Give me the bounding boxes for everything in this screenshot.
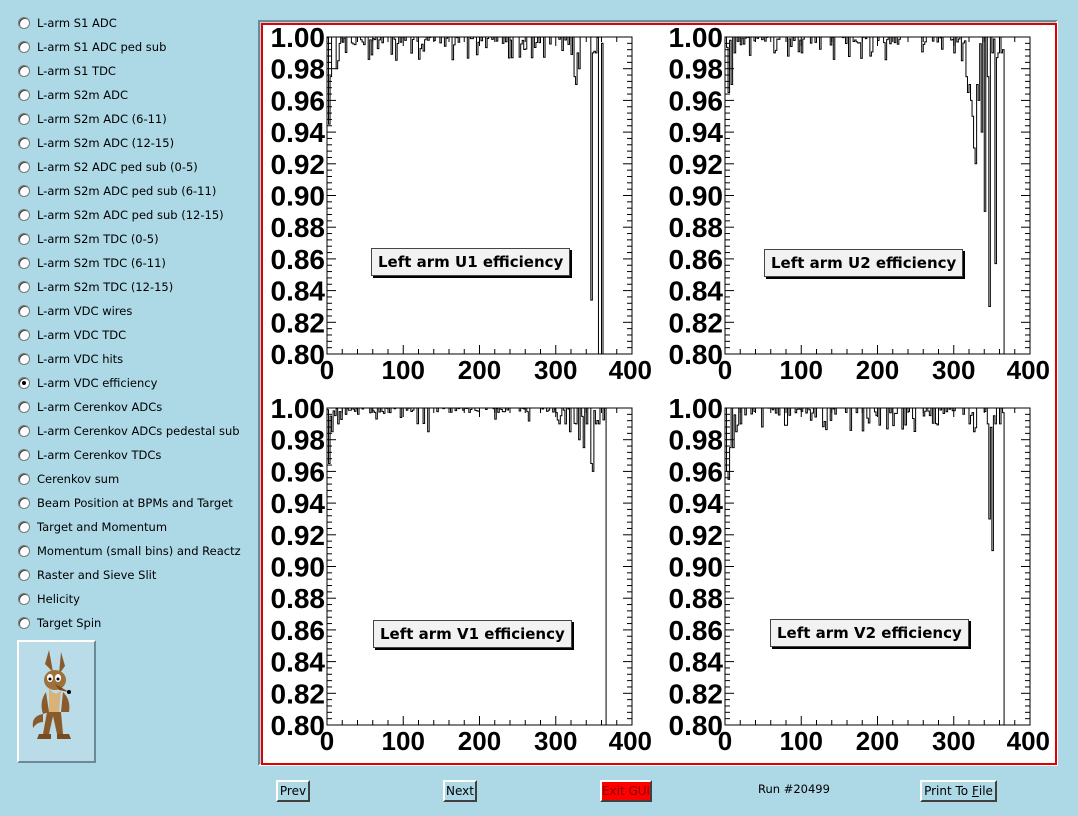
- plot-title-u1: Left arm U1 efficiency: [371, 248, 570, 276]
- x-tick-label: 300: [932, 355, 976, 385]
- print-label-post: ile: [978, 784, 993, 798]
- radio-label: L-arm S2m ADC ped sub (12-15): [37, 208, 224, 222]
- radio-option[interactable]: [18, 589, 80, 609]
- radio-label: L-arm S1 ADC ped sub: [37, 40, 167, 54]
- radio-label: Cerenkov sum: [37, 472, 120, 486]
- y-tick-label: 0.92: [270, 148, 325, 180]
- radio-option[interactable]: [18, 397, 162, 417]
- radio-option[interactable]: [18, 61, 116, 81]
- print-to-file-button[interactable]: [920, 780, 997, 802]
- radio-label: L-arm VDC TDC: [37, 328, 127, 342]
- radio-label: L-arm S2m ADC: [37, 88, 129, 102]
- radio-option[interactable]: [18, 445, 161, 465]
- y-tick-label: 0.84: [270, 275, 325, 307]
- x-tick-label: 300: [534, 726, 578, 756]
- y-tick-label: 0.86: [668, 243, 723, 275]
- radio-button-icon[interactable]: [18, 473, 30, 485]
- radio-button-icon[interactable]: [18, 137, 30, 149]
- y-tick-label: 0.92: [668, 519, 723, 551]
- radio-option[interactable]: [18, 13, 117, 33]
- radio-label: Target Spin: [37, 616, 102, 630]
- plot-frame: [327, 37, 632, 354]
- y-tick-label: 0.84: [270, 646, 325, 678]
- radio-button-icon[interactable]: [18, 257, 30, 269]
- plot-title-v1: Left arm V1 efficiency: [373, 620, 572, 648]
- x-tick-label: 100: [779, 726, 823, 756]
- y-tick-label: 0.84: [668, 275, 723, 307]
- x-tick-label: 400: [1006, 355, 1050, 385]
- y-tick-label: 0.96: [270, 456, 325, 488]
- y-tick-label: 0.98: [270, 424, 325, 456]
- radio-label: L-arm S2m TDC (6-11): [37, 256, 166, 270]
- y-tick-label: 0.96: [270, 85, 325, 117]
- y-tick-label: 0.82: [270, 307, 325, 339]
- y-tick-label: 0.84: [668, 646, 723, 678]
- y-tick-label: 0.92: [668, 148, 723, 180]
- y-tick-label: 0.86: [270, 614, 325, 646]
- y-tick-label: 1.00: [668, 396, 723, 424]
- prev-button[interactable]: Prev: [276, 780, 310, 802]
- radio-option[interactable]: [18, 349, 123, 369]
- print-label-pre: Print To: [924, 784, 972, 798]
- plot-frame: [725, 408, 1030, 725]
- x-tick-label: 100: [381, 726, 425, 756]
- y-tick-label: 0.82: [270, 678, 325, 710]
- u1-efficiency-plot: [263, 25, 661, 396]
- x-tick-label: 200: [457, 355, 502, 385]
- radio-label: L-arm S2m TDC (0-5): [37, 232, 159, 246]
- y-tick-label: 0.94: [270, 488, 325, 520]
- radio-button-icon[interactable]: [18, 497, 30, 509]
- y-tick-label: 1.00: [270, 396, 325, 424]
- plot-title-u2: Left arm U2 efficiency: [764, 249, 963, 277]
- x-tick-label: 400: [608, 726, 652, 756]
- radio-label: Momentum (small bins) and Reactz: [37, 544, 241, 558]
- radio-button-icon[interactable]: [18, 41, 30, 53]
- radio-button-icon[interactable]: [18, 233, 30, 245]
- y-tick-label: 1.00: [668, 25, 723, 53]
- v1-efficiency-plot: [263, 396, 661, 767]
- histogram-line: [725, 37, 1030, 354]
- radio-button-icon[interactable]: [18, 449, 30, 461]
- plot-panel-v2: [661, 396, 1059, 767]
- print-label-mnemonic: F: [971, 784, 979, 798]
- histogram-line: [725, 408, 1030, 725]
- radio-option[interactable]: [18, 229, 159, 249]
- next-button[interactable]: Next: [443, 780, 477, 802]
- y-tick-label: 0.90: [270, 180, 325, 212]
- radio-option[interactable]: [18, 85, 128, 105]
- radio-button-icon[interactable]: [18, 113, 30, 125]
- radio-label: L-arm Cerenkov ADCs: [37, 400, 163, 414]
- radio-option[interactable]: [18, 157, 198, 177]
- radio-option[interactable]: [18, 541, 241, 561]
- x-tick-label: 400: [1006, 726, 1050, 756]
- y-tick-label: 0.90: [668, 551, 723, 583]
- x-tick-label: 100: [779, 355, 823, 385]
- y-tick-label: 0.90: [668, 180, 723, 212]
- radio-option[interactable]: [18, 613, 101, 633]
- radio-button-icon[interactable]: [18, 17, 30, 29]
- plot-title-v2: Left arm V2 efficiency: [770, 619, 969, 647]
- radio-button-icon[interactable]: [18, 617, 30, 629]
- x-tick-label: 300: [932, 726, 976, 756]
- radio-button-icon[interactable]: [18, 89, 30, 101]
- y-tick-label: 0.80: [668, 710, 723, 741]
- radio-label: Target and Momentum: [37, 520, 168, 534]
- radio-label: L-arm S1 TDC: [37, 64, 116, 78]
- y-tick-label: 0.86: [668, 614, 723, 646]
- radio-button-icon[interactable]: [18, 353, 30, 365]
- radio-label: L-arm S2m TDC (12-15): [37, 280, 174, 294]
- plot-canvas[interactable]: [261, 23, 1057, 765]
- radio-label: L-arm VDC wires: [37, 304, 133, 318]
- radio-label: L-arm S1 ADC: [37, 16, 117, 30]
- histogram-line: [327, 408, 632, 725]
- radio-button-icon[interactable]: [18, 425, 30, 437]
- y-tick-label: 0.82: [668, 307, 723, 339]
- x-tick-label: 0: [319, 355, 335, 385]
- y-tick-label: 0.96: [668, 85, 723, 117]
- plot-frame: [327, 408, 632, 725]
- plot-panel-u2: [661, 25, 1059, 396]
- x-tick-label: 100: [381, 355, 425, 385]
- y-tick-label: 0.92: [270, 519, 325, 551]
- radio-button-icon[interactable]: [18, 569, 30, 581]
- radio-button-icon[interactable]: [18, 305, 30, 317]
- histogram-line: [327, 37, 632, 354]
- y-tick-label: 1.00: [270, 25, 325, 53]
- y-tick-label: 0.94: [668, 117, 723, 149]
- radio-label: L-arm S2m ADC ped sub (6-11): [37, 184, 217, 198]
- radio-option[interactable]: [18, 109, 167, 129]
- run-number-label: Run #20499: [758, 782, 830, 796]
- x-tick-label: 200: [855, 726, 900, 756]
- radio-option[interactable]: [18, 325, 126, 345]
- y-tick-label: 0.96: [668, 456, 723, 488]
- radio-option[interactable]: [18, 133, 174, 153]
- radio-button-icon[interactable]: [18, 545, 30, 557]
- x-tick-label: 200: [457, 726, 502, 756]
- radio-option[interactable]: [18, 37, 166, 57]
- radio-button-icon[interactable]: [18, 593, 30, 605]
- y-tick-label: 0.90: [270, 551, 325, 583]
- y-tick-label: 0.88: [270, 583, 325, 615]
- radio-option[interactable]: [18, 181, 216, 201]
- x-tick-label: 300: [534, 355, 578, 385]
- x-tick-label: 0: [319, 726, 335, 756]
- radio-button-icon[interactable]: [18, 161, 30, 173]
- radio-option[interactable]: [18, 493, 233, 513]
- radio-button-icon[interactable]: [18, 377, 30, 389]
- radio-label: L-arm S2m ADC (6-11): [37, 112, 167, 126]
- radio-label: L-arm VDC efficiency: [37, 376, 158, 390]
- radio-option[interactable]: [18, 421, 240, 441]
- radio-option[interactable]: [18, 205, 224, 225]
- radio-label: L-arm Cerenkov TDCs: [37, 448, 162, 462]
- canvas-frame: [258, 20, 1058, 766]
- y-tick-label: 0.88: [270, 212, 325, 244]
- y-tick-label: 0.80: [270, 339, 325, 370]
- y-tick-label: 0.82: [668, 678, 723, 710]
- radio-label: L-arm Cerenkov ADCs pedestal sub: [37, 424, 240, 438]
- radio-button-icon[interactable]: [18, 281, 30, 293]
- radio-option[interactable]: [18, 373, 157, 393]
- radio-label: Helicity: [37, 592, 80, 606]
- plot-panel-v1: [263, 396, 661, 767]
- radio-label: L-arm S2 ADC ped sub (0-5): [37, 160, 198, 174]
- y-tick-label: 0.80: [270, 710, 325, 741]
- radio-button-icon[interactable]: [18, 329, 30, 341]
- radio-label: Beam Position at BPMs and Target: [37, 496, 233, 510]
- exit-gui-button[interactable]: Exit GUI: [600, 780, 652, 802]
- radio-button-icon[interactable]: [18, 401, 30, 413]
- y-tick-label: 0.80: [668, 339, 723, 370]
- y-tick-label: 0.98: [668, 424, 723, 456]
- radio-option[interactable]: [18, 253, 166, 273]
- x-tick-label: 0: [717, 355, 733, 385]
- radio-button-icon[interactable]: [18, 209, 30, 221]
- radio-label: L-arm VDC hits: [37, 352, 124, 366]
- radio-option[interactable]: [18, 469, 119, 489]
- y-tick-label: 0.88: [668, 583, 723, 615]
- u2-efficiency-plot: [661, 25, 1059, 396]
- radio-button-icon[interactable]: [18, 521, 30, 533]
- y-tick-label: 0.94: [668, 488, 723, 520]
- radio-button-icon[interactable]: [18, 185, 30, 197]
- radio-button-icon[interactable]: [18, 65, 30, 77]
- radio-label: L-arm S2m ADC (12-15): [37, 136, 175, 150]
- y-tick-label: 0.88: [668, 212, 723, 244]
- v2-efficiency-plot: [661, 396, 1059, 767]
- y-tick-label: 0.98: [668, 53, 723, 85]
- coyote-logo-icon: [17, 640, 96, 763]
- x-tick-label: 400: [608, 355, 652, 385]
- radio-option[interactable]: [18, 277, 173, 297]
- radio-option[interactable]: [18, 301, 132, 321]
- y-tick-label: 0.94: [270, 117, 325, 149]
- x-tick-label: 0: [717, 726, 733, 756]
- radio-label: Raster and Sieve Slit: [37, 568, 157, 582]
- y-tick-label: 0.98: [270, 53, 325, 85]
- x-tick-label: 200: [855, 355, 900, 385]
- radio-option[interactable]: [18, 517, 167, 537]
- plot-panel-u1: [263, 25, 661, 396]
- y-tick-label: 0.86: [270, 243, 325, 275]
- radio-option[interactable]: [18, 565, 156, 585]
